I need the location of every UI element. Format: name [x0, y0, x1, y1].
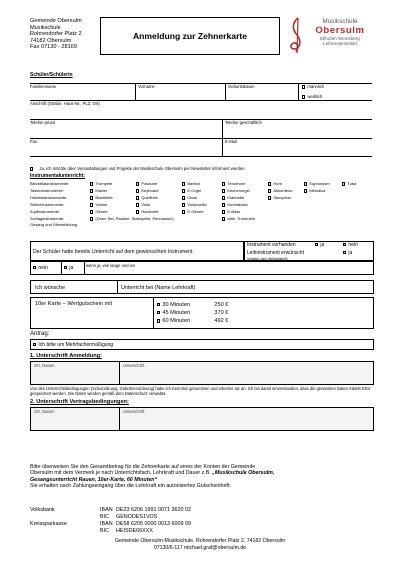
- checkbox[interactable]: [64, 266, 67, 269]
- karte-option-45[interactable]: 45 Minuten 370 €: [157, 309, 228, 317]
- payment-text: [30, 464, 380, 490]
- instrument-option[interactable]: [136, 188, 182, 195]
- instrument-option[interactable]: [222, 202, 268, 209]
- checkbox[interactable]: [33, 266, 36, 269]
- vorhanden-ja[interactable]: ja: [315, 243, 324, 248]
- karte-box: [30, 297, 374, 329]
- instrument-option[interactable]: [90, 188, 136, 195]
- checkbox[interactable]: [222, 203, 225, 206]
- bank-name: Volksbank: [30, 507, 55, 513]
- address-line: Rohrendorfer Platz 2: [30, 31, 82, 38]
- checkbox[interactable]: [136, 203, 139, 206]
- instrument-label: (Drum Set, Pauken, Stabspiele, Percussion): [95, 216, 174, 221]
- instrument-status-box: [244, 241, 374, 261]
- instrument-option[interactable]: [136, 181, 182, 188]
- instrument-option[interactable]: [222, 181, 268, 188]
- fax-field[interactable]: Fax: [30, 139, 223, 156]
- instrument-label: Akkordeon: [273, 188, 293, 193]
- checkbox[interactable]: [90, 217, 93, 220]
- sig1-heading: 1. Unterschrift Anmeldung:: [30, 353, 102, 359]
- bank-volksbank: [30, 507, 191, 520]
- instrument-vorhanden: Instrument vorhanden: [247, 242, 296, 248]
- instrument-label: E-Orgel: [187, 188, 202, 193]
- iban-label: IBAN: [100, 507, 113, 513]
- wunsch-label: Ich wünsche: [35, 285, 65, 291]
- instrument-table: [30, 181, 375, 231]
- antrag-box: [30, 339, 374, 350]
- bic-value: GENODES1VOS: [116, 513, 158, 520]
- checkbox[interactable]: [90, 210, 93, 213]
- agb-text: Von den Unterrichtsbedingungen (Schulordnung, Gebührenordnung) habe ich Kenntnis genommen und erkenne sie an. Ich bin damit einverstanden, dass die genannten Daten mittels EDV gespeichert werden. Die Daten werden gemäß dem Datenschutz verwaltet.: [30, 386, 371, 397]
- instrument-group-label: Holzblasinstrumente:: [30, 195, 68, 200]
- checkbox[interactable]: [268, 189, 271, 192]
- telefon-geschaeftlich-field[interactable]: Telefon geschäftlich: [225, 120, 262, 125]
- empty-cell: [268, 223, 304, 231]
- instrument-label: Euphonium: [309, 181, 330, 186]
- prior-nein[interactable]: nein: [33, 266, 48, 271]
- title-box: [100, 17, 280, 55]
- iban-value: DE23 6206 1991 0071 3620 02: [116, 507, 191, 513]
- checkbox[interactable]: [304, 182, 307, 185]
- instrument-label: Hackbrett: [141, 209, 159, 214]
- footer-line: 07130/6-117 michael.graf@obersulm.de: [153, 544, 247, 551]
- instrument-label: Kirchenorgel: [227, 188, 250, 193]
- instrument-group-label: Schlaginstrumente:: [30, 216, 65, 221]
- instrument-option[interactable]: [182, 188, 222, 195]
- checkbox[interactable]: [90, 189, 93, 192]
- instrument-row: [30, 223, 375, 231]
- treble-clef-icon: [288, 15, 306, 55]
- prior-lessons-box: [30, 241, 244, 261]
- iban-label: IBAN: [100, 521, 113, 527]
- instrument-option[interactable]: [342, 181, 372, 188]
- checkbox[interactable]: [182, 196, 185, 199]
- email-field[interactable]: E-Mail: [225, 139, 237, 144]
- weiblich-option[interactable]: weiblich: [302, 94, 324, 99]
- bank-kreissparkasse: [30, 521, 191, 534]
- instrument-row: [30, 188, 375, 195]
- instrument-row: [30, 181, 375, 188]
- instrument-label: E-Bass: [227, 209, 241, 214]
- instrument-option[interactable]: [136, 209, 182, 216]
- iban-value: DE58 6205 0000 0013 6009 09: [116, 521, 191, 527]
- instrument-option[interactable]: [222, 209, 268, 216]
- school-logo: [288, 15, 374, 57]
- prior-ja[interactable]: ja: [64, 266, 73, 271]
- familienname-field[interactable]: Familienname: [30, 84, 136, 100]
- instrument-option[interactable]: [222, 195, 268, 202]
- checkbox[interactable]: [182, 203, 185, 206]
- checkbox[interactable]: [157, 311, 160, 314]
- instrument-option[interactable]: [136, 202, 182, 209]
- empty-cell: [182, 223, 222, 231]
- student-heading: Schüler/Schülerin: [30, 72, 73, 78]
- instrument-label: Keyboard: [141, 188, 159, 193]
- sig2-ort[interactable]: Ort, Datum: [34, 409, 55, 414]
- leihinstrument: Leihinstrument erwünscht: [247, 250, 304, 256]
- instrument-label: Tuba: [347, 181, 357, 186]
- checkbox[interactable]: [157, 303, 160, 306]
- logo-line3: Ellhofen Weinsberg: [320, 36, 360, 41]
- checkbox[interactable]: [342, 182, 345, 185]
- instrument-option[interactable]: [182, 209, 222, 216]
- instrument-label: Viola: [141, 202, 151, 207]
- checkbox[interactable]: [182, 182, 185, 185]
- karte-label: 10er Karte – Wertgutschein mit: [35, 301, 113, 307]
- leih-ja[interactable]: ja: [343, 251, 352, 256]
- checkbox[interactable]: [268, 182, 271, 185]
- instrument-option[interactable]: [90, 216, 222, 223]
- instrument-group-label: Gesang und Stimmbildung: [30, 222, 78, 227]
- instrument-option[interactable]: [268, 188, 304, 195]
- empty-cell: [342, 223, 372, 231]
- address-line: 74182 Obersulm: [30, 37, 72, 44]
- instrument-label: Kontrabass: [227, 202, 248, 207]
- instrument-option[interactable]: [90, 181, 136, 188]
- logo-line1: Musikschule: [322, 18, 358, 25]
- lehrer-field[interactable]: Unterricht bei (Name Lehrkraft): [121, 285, 196, 291]
- instrument-label: Trompete: [95, 181, 113, 186]
- sig1-unterschrift[interactable]: Unterschrift: [123, 363, 145, 368]
- sig2-unterschrift[interactable]: Unterschrift: [123, 409, 145, 414]
- vorname-field[interactable]: Vorname: [136, 84, 226, 100]
- sig2-box: [30, 407, 374, 431]
- instrument-option[interactable]: [222, 188, 268, 195]
- checkbox[interactable]: [182, 210, 185, 213]
- instrument-label: Melodica: [309, 188, 326, 193]
- sender-address: [30, 18, 82, 51]
- instrument-option[interactable]: [182, 195, 222, 202]
- payment-line: Sie erhalten nach Zahlungseingang über die Lehrkraft ein autorisiertes Gutscheinheft.: [30, 483, 231, 490]
- footer: [0, 538, 400, 551]
- instruments-heading: Instrumentalunterricht:: [30, 173, 86, 179]
- instrument-option[interactable]: [182, 202, 222, 209]
- vorhanden-nein[interactable]: nein: [343, 243, 358, 248]
- instrument-group-label: Streichinstrumente:: [30, 202, 65, 207]
- instrument-label: Klavier: [95, 188, 108, 193]
- instrument-option[interactable]: [90, 209, 136, 216]
- maennlich-option[interactable]: männlich: [302, 84, 324, 89]
- bic-label: BIC: [100, 527, 109, 534]
- instrument-row: [30, 209, 375, 216]
- geburtsdatum-field[interactable]: Geburtsdatum: [226, 84, 299, 100]
- empty-cell: [268, 216, 304, 223]
- checkbox[interactable]: [343, 243, 346, 246]
- empty-cell: [342, 188, 372, 195]
- telefon-privat-field[interactable]: Telefon privat: [30, 120, 223, 138]
- instrument-label: Horn: [273, 181, 283, 186]
- instrument-label: Klarinette: [227, 195, 245, 200]
- address-line: Musikschule: [30, 24, 61, 31]
- instrument-option[interactable]: [304, 188, 342, 195]
- instrument-label: Saxophon: [273, 195, 292, 200]
- empty-cell: [304, 202, 342, 209]
- empty-cell: [304, 223, 342, 231]
- prior-answer-row: [30, 261, 374, 275]
- payment-line: Gesangsunterricht Rauen, 10er-Karte, 60 Minuten“: [30, 476, 158, 483]
- checkbox[interactable]: [157, 319, 160, 322]
- instrument-row: [30, 216, 375, 223]
- checkbox[interactable]: [222, 217, 225, 220]
- checkbox[interactable]: [136, 196, 139, 199]
- sig1-box: [30, 361, 374, 385]
- logo-line2: Obersulm: [315, 25, 365, 36]
- instrument-label: Gitarre: [95, 209, 108, 214]
- checkbox[interactable]: [222, 182, 225, 185]
- logo-text: [307, 18, 373, 46]
- checkbox[interactable]: [30, 167, 33, 170]
- antrag-heading: Antrag:: [30, 331, 50, 337]
- instrument-group-label: Tasteninstrumente:: [30, 188, 64, 193]
- empty-cell: [304, 209, 342, 216]
- instrument-option[interactable]: [268, 181, 304, 188]
- address-line: Gemeinde Obersulm: [30, 18, 82, 24]
- instrument-option[interactable]: [90, 195, 136, 202]
- empty-cell: [268, 209, 304, 216]
- empty-cell: [222, 223, 268, 231]
- empty-cell: [90, 223, 136, 231]
- wenn-ja-field[interactable]: wenn ja, wie lange und wo: [86, 263, 136, 268]
- checkbox[interactable]: [222, 210, 225, 213]
- instrument-label: Posaune: [141, 181, 158, 186]
- bic-label: BIC: [100, 513, 109, 520]
- checkbox[interactable]: [315, 243, 318, 246]
- karte-option-30[interactable]: 30 Minuten 250 €: [157, 301, 228, 309]
- payment-line: Bitte überweisen Sie den Gesamtbetrag für die Zehnerkarte auf eines der Konten der Gemeinde: [30, 464, 256, 470]
- sig1-ort[interactable]: Ort, Datum: [34, 363, 55, 368]
- logo-line4: Lehrensteinsfeld: [323, 41, 357, 46]
- checkbox[interactable]: [302, 95, 305, 98]
- instrument-group-label: Zupfinstrumente:: [30, 209, 61, 214]
- empty-cell: [136, 223, 182, 231]
- checkbox[interactable]: [343, 251, 346, 254]
- instrument-option[interactable]: [90, 202, 136, 209]
- instrument-group-label: Blechblasinstrumente:: [30, 181, 70, 186]
- checkbox[interactable]: [304, 189, 307, 192]
- checkbox[interactable]: [136, 189, 139, 192]
- instrument-label: afrik. Trommeln: [227, 216, 255, 221]
- checkbox[interactable]: [90, 196, 93, 199]
- checkbox[interactable]: [33, 343, 36, 346]
- empty-cell: [342, 216, 372, 223]
- instrument-option[interactable]: [268, 195, 304, 202]
- mehrfach-option[interactable]: Ich bitte um Mehrfachermäßigung: [33, 343, 113, 348]
- instrument-option[interactable]: [136, 195, 182, 202]
- student-grid: [30, 83, 372, 157]
- instrument-label: Querflöte: [141, 195, 158, 200]
- address-line: Fax 07130 - 28169: [30, 44, 77, 51]
- instrument-option[interactable]: [222, 216, 268, 223]
- empty-cell: [342, 195, 372, 202]
- payment-line: Obersulm mit dem Vermerk je nach Unterrichtsfach, Lehrkraft und Dauer z.B. „Musikschule Obersulm,: [30, 470, 275, 477]
- instrument-option[interactable]: [182, 181, 222, 188]
- instrument-label: Tenorhorn: [227, 181, 246, 186]
- instrument-row: [30, 195, 375, 202]
- newsletter-option[interactable]: Ja, ich möchte über Veranstaltungen und Projekte der Musikschule Obersulm per Newsletter informiert werden.: [30, 166, 246, 171]
- instrument-label: Oboe: [187, 195, 198, 200]
- empty-cell: [342, 202, 372, 209]
- instrument-row: [30, 202, 375, 209]
- anschrift-field[interactable]: Anschrift (Straße, Haus-Nr., PLZ, Ort): [30, 100, 372, 119]
- gender-options: [299, 84, 324, 100]
- empty-cell: [304, 216, 342, 223]
- instrument-option[interactable]: [304, 181, 342, 188]
- checkbox[interactable]: [136, 210, 139, 213]
- leih-note: (möglich nach Verfügbarkeit): [247, 257, 288, 261]
- wunsch-row: [30, 280, 374, 294]
- sig2-heading: 2. Unterschrift Vertragsbedingungen:: [30, 399, 129, 405]
- checkbox[interactable]: [90, 182, 93, 185]
- instrument-label: Violoncello: [187, 202, 207, 207]
- prior-question: Der Schüler hatte bereits Unterricht auf dem gewünschten Instrument: [33, 249, 193, 255]
- empty-cell: [342, 209, 372, 216]
- bic-value: HEISDE66XXX: [116, 527, 153, 534]
- checkbox[interactable]: [268, 196, 271, 199]
- empty-cell: [304, 195, 342, 202]
- checkbox[interactable]: [302, 85, 305, 88]
- checkbox[interactable]: [222, 189, 225, 192]
- instrument-label: Violine: [95, 202, 108, 207]
- empty-cell: [268, 202, 304, 209]
- checkbox[interactable]: [136, 182, 139, 185]
- page-title: Anmeldung zur Zehnerkarte: [132, 31, 248, 41]
- karte-options: [157, 301, 228, 326]
- instrument-label: Blockflöte: [95, 195, 113, 200]
- footer-line: Gemeinde Obersulm-Musikschule, Rohrendorfer Platz 2, 74182 Obersulm: [114, 538, 286, 544]
- checkbox[interactable]: [182, 189, 185, 192]
- karte-option-60[interactable]: 60 Minuten 492 €: [157, 317, 228, 325]
- checkbox[interactable]: [90, 203, 93, 206]
- instrument-label: Bariton: [187, 181, 201, 186]
- checkbox[interactable]: [222, 196, 225, 199]
- instrument-label: E-Gitarre: [187, 209, 204, 214]
- bank-name: Kreissparkasse: [30, 521, 67, 527]
